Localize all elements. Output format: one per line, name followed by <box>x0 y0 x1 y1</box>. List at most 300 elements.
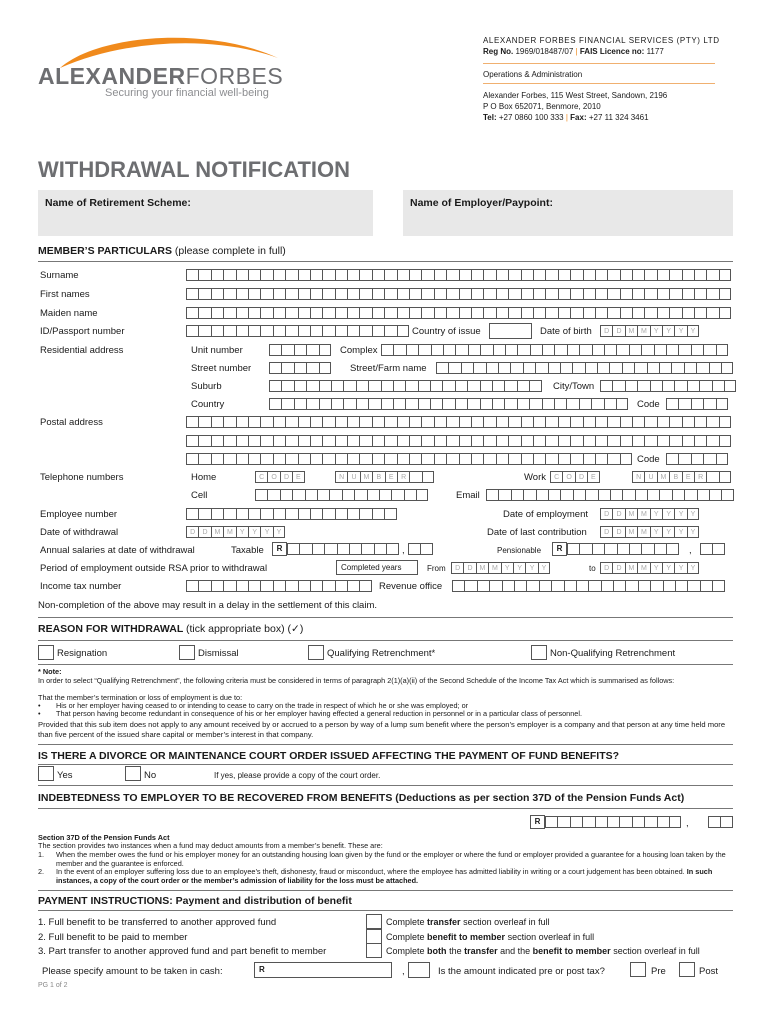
char-cell[interactable] <box>397 307 409 319</box>
char-cell[interactable] <box>595 307 607 319</box>
char-cell[interactable] <box>486 362 498 374</box>
char-cell[interactable] <box>471 288 483 300</box>
char-cell[interactable] <box>381 380 393 392</box>
char-cell[interactable]: O <box>267 471 279 483</box>
char-cell[interactable] <box>678 344 690 356</box>
cell-input[interactable] <box>255 489 428 501</box>
char-cell[interactable] <box>557 816 569 828</box>
char-cell[interactable] <box>384 269 396 281</box>
char-cell[interactable] <box>558 288 570 300</box>
char-cell[interactable] <box>523 489 535 501</box>
char-cell[interactable]: Y <box>525 562 537 574</box>
char-cell[interactable] <box>492 380 504 392</box>
char-cell[interactable] <box>356 380 368 392</box>
char-cell[interactable] <box>554 398 566 410</box>
char-cell[interactable] <box>517 344 529 356</box>
char-cell[interactable] <box>446 435 458 447</box>
char-cell[interactable] <box>452 580 464 592</box>
char-cell[interactable] <box>471 416 483 428</box>
char-cell[interactable]: R <box>397 471 409 483</box>
char-cell[interactable] <box>269 344 281 356</box>
postal-code-input[interactable] <box>666 453 728 465</box>
income-tax-input[interactable] <box>186 580 372 592</box>
char-cell[interactable] <box>459 435 471 447</box>
char-cell[interactable]: Y <box>273 526 285 538</box>
char-cell[interactable] <box>576 580 588 592</box>
char-cell[interactable] <box>492 398 504 410</box>
char-cell[interactable] <box>595 416 607 428</box>
char-cell[interactable] <box>657 288 669 300</box>
char-cell[interactable] <box>409 307 421 319</box>
char-cell[interactable] <box>521 269 533 281</box>
char-cell[interactable] <box>632 435 644 447</box>
char-cell[interactable] <box>607 453 619 465</box>
char-cell[interactable] <box>620 269 632 281</box>
char-cell[interactable] <box>467 398 479 410</box>
char-cell[interactable] <box>620 435 632 447</box>
char-cell[interactable]: U <box>347 471 359 483</box>
char-cell[interactable] <box>285 580 297 592</box>
payment-option-3-checkbox[interactable] <box>366 943 382 958</box>
char-cell[interactable] <box>564 580 576 592</box>
char-cell[interactable] <box>657 307 669 319</box>
char-cell[interactable]: Y <box>650 562 662 574</box>
char-cell[interactable] <box>322 435 334 447</box>
home-number-input[interactable] <box>335 471 434 483</box>
char-cell[interactable]: M <box>637 526 649 538</box>
char-cell[interactable] <box>724 380 736 392</box>
indebtedness-cents-input[interactable] <box>708 816 733 828</box>
char-cell[interactable] <box>397 435 409 447</box>
char-cell[interactable]: Y <box>662 526 674 538</box>
char-cell[interactable] <box>335 269 347 281</box>
char-cell[interactable] <box>600 380 612 392</box>
char-cell[interactable] <box>409 471 421 483</box>
char-cell[interactable] <box>343 398 355 410</box>
char-cell[interactable] <box>662 380 674 392</box>
char-cell[interactable] <box>298 325 310 337</box>
char-cell[interactable] <box>607 288 619 300</box>
char-cell[interactable] <box>595 435 607 447</box>
char-cell[interactable] <box>607 816 619 828</box>
char-cell[interactable] <box>186 453 198 465</box>
char-cell[interactable] <box>687 580 699 592</box>
char-cell[interactable] <box>223 269 235 281</box>
char-cell[interactable] <box>273 508 285 520</box>
char-cell[interactable] <box>186 580 198 592</box>
char-cell[interactable]: D <box>186 526 198 538</box>
char-cell[interactable] <box>248 508 260 520</box>
char-cell[interactable] <box>260 508 272 520</box>
char-cell[interactable] <box>285 416 297 428</box>
char-cell[interactable] <box>545 453 557 465</box>
char-cell[interactable] <box>480 380 492 392</box>
char-cell[interactable] <box>248 307 260 319</box>
cash-amount-input[interactable]: R <box>254 962 392 978</box>
char-cell[interactable]: Y <box>236 526 248 538</box>
char-cell[interactable] <box>409 269 421 281</box>
char-cell[interactable] <box>486 489 498 501</box>
char-cell[interactable]: Y <box>687 325 699 337</box>
char-cell[interactable] <box>434 416 446 428</box>
char-cell[interactable] <box>682 288 694 300</box>
char-cell[interactable] <box>281 398 293 410</box>
indebtedness-amount-input[interactable] <box>545 816 681 828</box>
char-cell[interactable] <box>625 380 637 392</box>
code-input[interactable] <box>666 398 728 410</box>
char-cell[interactable] <box>298 416 310 428</box>
char-cell[interactable] <box>560 489 572 501</box>
char-cell[interactable] <box>694 435 706 447</box>
char-cell[interactable] <box>430 380 442 392</box>
char-cell[interactable]: Y <box>674 526 686 538</box>
char-cell[interactable] <box>716 398 728 410</box>
char-cell[interactable] <box>381 398 393 410</box>
char-cell[interactable] <box>706 416 718 428</box>
char-cell[interactable] <box>343 380 355 392</box>
char-cell[interactable] <box>198 288 210 300</box>
employee-number-input[interactable] <box>186 508 397 520</box>
char-cell[interactable] <box>442 380 454 392</box>
char-cell[interactable] <box>504 398 516 410</box>
char-cell[interactable]: M <box>637 325 649 337</box>
char-cell[interactable] <box>329 489 341 501</box>
char-cell[interactable]: D <box>612 526 624 538</box>
char-cell[interactable] <box>657 269 669 281</box>
char-cell[interactable] <box>405 380 417 392</box>
char-cell[interactable] <box>709 489 721 501</box>
char-cell[interactable]: Y <box>662 325 674 337</box>
char-cell[interactable] <box>455 380 467 392</box>
char-cell[interactable] <box>381 344 393 356</box>
char-cell[interactable] <box>706 435 718 447</box>
char-cell[interactable] <box>310 325 322 337</box>
char-cell[interactable]: M <box>625 508 637 520</box>
char-cell[interactable] <box>616 344 628 356</box>
char-cell[interactable] <box>471 435 483 447</box>
char-cell[interactable] <box>694 416 706 428</box>
char-cell[interactable] <box>572 362 584 374</box>
char-cell[interactable] <box>719 269 731 281</box>
char-cell[interactable]: R <box>694 471 706 483</box>
char-cell[interactable] <box>583 416 595 428</box>
char-cell[interactable] <box>610 489 622 501</box>
char-cell[interactable] <box>612 380 624 392</box>
char-cell[interactable] <box>294 344 306 356</box>
char-cell[interactable] <box>464 580 476 592</box>
char-cell[interactable] <box>285 269 297 281</box>
char-cell[interactable] <box>483 307 495 319</box>
char-cell[interactable] <box>483 288 495 300</box>
char-cell[interactable] <box>298 307 310 319</box>
char-cell[interactable] <box>322 307 334 319</box>
char-cell[interactable] <box>502 580 514 592</box>
char-cell[interactable] <box>306 344 318 356</box>
char-cell[interactable] <box>335 453 347 465</box>
char-cell[interactable]: D <box>575 471 587 483</box>
char-cell[interactable] <box>335 508 347 520</box>
char-cell[interactable] <box>421 307 433 319</box>
char-cell[interactable]: E <box>682 471 694 483</box>
char-cell[interactable] <box>521 435 533 447</box>
cash-cents-input[interactable] <box>408 962 430 978</box>
char-cell[interactable] <box>570 435 582 447</box>
char-cell[interactable] <box>335 288 347 300</box>
char-cell[interactable] <box>294 398 306 410</box>
char-cell[interactable] <box>489 580 501 592</box>
char-cell[interactable] <box>310 435 322 447</box>
char-cell[interactable] <box>285 453 297 465</box>
char-cell[interactable] <box>418 344 430 356</box>
pensionable-amount-input[interactable] <box>567 543 679 555</box>
char-cell[interactable] <box>712 580 724 592</box>
char-cell[interactable] <box>632 307 644 319</box>
char-cell[interactable] <box>211 435 223 447</box>
char-cell[interactable] <box>354 489 366 501</box>
char-cell[interactable] <box>260 453 272 465</box>
char-cell[interactable] <box>529 380 541 392</box>
char-cell[interactable] <box>617 543 629 555</box>
char-cell[interactable] <box>294 362 306 374</box>
char-cell[interactable] <box>529 398 541 410</box>
char-cell[interactable] <box>434 288 446 300</box>
qualifying-retrenchment-checkbox[interactable] <box>308 645 324 660</box>
char-cell[interactable] <box>455 398 467 410</box>
char-cell[interactable] <box>211 508 223 520</box>
char-cell[interactable] <box>273 580 285 592</box>
email-input[interactable] <box>486 489 734 501</box>
char-cell[interactable] <box>678 398 690 410</box>
char-cell[interactable] <box>644 288 656 300</box>
char-cell[interactable] <box>335 435 347 447</box>
char-cell[interactable] <box>654 543 666 555</box>
work-code-input[interactable] <box>550 471 600 483</box>
char-cell[interactable] <box>657 816 669 828</box>
char-cell[interactable] <box>384 453 396 465</box>
char-cell[interactable] <box>248 453 260 465</box>
char-cell[interactable]: Y <box>662 562 674 574</box>
char-cell[interactable] <box>342 489 354 501</box>
char-cell[interactable]: E <box>587 471 599 483</box>
char-cell[interactable]: Y <box>687 526 699 538</box>
char-cell[interactable] <box>347 435 359 447</box>
char-cell[interactable]: E <box>292 471 304 483</box>
post-tax-checkbox[interactable] <box>679 962 695 977</box>
char-cell[interactable] <box>331 398 343 410</box>
char-cell[interactable] <box>446 307 458 319</box>
city-town-input[interactable] <box>600 380 736 392</box>
char-cell[interactable] <box>671 362 683 374</box>
char-cell[interactable]: Y <box>650 325 662 337</box>
char-cell[interactable] <box>292 489 304 501</box>
char-cell[interactable] <box>393 380 405 392</box>
char-cell[interactable] <box>269 362 281 374</box>
char-cell[interactable] <box>647 489 659 501</box>
revenue-office-input[interactable] <box>452 580 725 592</box>
divorce-yes-checkbox[interactable] <box>38 766 54 781</box>
char-cell[interactable] <box>359 453 371 465</box>
street-number-input[interactable] <box>269 362 331 374</box>
char-cell[interactable] <box>459 453 471 465</box>
char-cell[interactable] <box>446 269 458 281</box>
char-cell[interactable] <box>566 398 578 410</box>
char-cell[interactable] <box>703 344 715 356</box>
char-cell[interactable] <box>281 380 293 392</box>
char-cell[interactable] <box>650 580 662 592</box>
char-cell[interactable] <box>647 362 659 374</box>
char-cell[interactable] <box>421 269 433 281</box>
char-cell[interactable] <box>236 580 248 592</box>
char-cell[interactable] <box>644 416 656 428</box>
char-cell[interactable] <box>712 380 724 392</box>
char-cell[interactable] <box>533 453 545 465</box>
char-cell[interactable] <box>480 398 492 410</box>
char-cell[interactable]: Y <box>538 562 550 574</box>
char-cell[interactable] <box>347 508 359 520</box>
char-cell[interactable] <box>317 489 329 501</box>
char-cell[interactable] <box>635 489 647 501</box>
postal-address-line-2[interactable] <box>186 435 731 447</box>
char-cell[interactable] <box>223 325 235 337</box>
char-cell[interactable] <box>560 362 572 374</box>
char-cell[interactable] <box>322 269 334 281</box>
char-cell[interactable] <box>446 288 458 300</box>
char-cell[interactable] <box>372 416 384 428</box>
char-cell[interactable] <box>434 307 446 319</box>
char-cell[interactable] <box>521 288 533 300</box>
char-cell[interactable] <box>397 288 409 300</box>
char-cell[interactable]: O <box>562 471 574 483</box>
char-cell[interactable] <box>223 435 235 447</box>
char-cell[interactable] <box>666 453 678 465</box>
char-cell[interactable] <box>570 288 582 300</box>
char-cell[interactable]: Y <box>687 562 699 574</box>
char-cell[interactable] <box>248 288 260 300</box>
char-cell[interactable] <box>359 416 371 428</box>
char-cell[interactable] <box>545 435 557 447</box>
char-cell[interactable] <box>530 344 542 356</box>
char-cell[interactable] <box>632 269 644 281</box>
char-cell[interactable] <box>703 453 715 465</box>
char-cell[interactable] <box>620 288 632 300</box>
char-cell[interactable] <box>669 816 681 828</box>
char-cell[interactable] <box>687 380 699 392</box>
char-cell[interactable] <box>443 344 455 356</box>
char-cell[interactable] <box>310 288 322 300</box>
char-cell[interactable] <box>280 489 292 501</box>
char-cell[interactable] <box>467 380 479 392</box>
char-cell[interactable] <box>459 307 471 319</box>
char-cell[interactable] <box>471 269 483 281</box>
char-cell[interactable] <box>558 416 570 428</box>
char-cell[interactable] <box>669 288 681 300</box>
char-cell[interactable] <box>359 435 371 447</box>
char-cell[interactable] <box>198 269 210 281</box>
char-cell[interactable] <box>709 362 721 374</box>
char-cell[interactable]: D <box>612 325 624 337</box>
char-cell[interactable]: N <box>632 471 644 483</box>
taxable-cents-input[interactable] <box>408 543 433 555</box>
char-cell[interactable] <box>306 398 318 410</box>
char-cell[interactable]: C <box>550 471 562 483</box>
char-cell[interactable] <box>236 416 248 428</box>
char-cell[interactable]: D <box>280 471 292 483</box>
char-cell[interactable] <box>372 288 384 300</box>
char-cell[interactable] <box>521 416 533 428</box>
char-cell[interactable]: Y <box>650 526 662 538</box>
char-cell[interactable] <box>719 435 731 447</box>
char-cell[interactable] <box>248 269 260 281</box>
char-cell[interactable] <box>393 398 405 410</box>
char-cell[interactable] <box>598 489 610 501</box>
char-cell[interactable]: M <box>625 526 637 538</box>
char-cell[interactable]: U <box>644 471 656 483</box>
char-cell[interactable] <box>644 816 656 828</box>
char-cell[interactable] <box>721 489 733 501</box>
char-cell[interactable] <box>347 453 359 465</box>
char-cell[interactable] <box>367 489 379 501</box>
char-cell[interactable] <box>666 344 678 356</box>
char-cell[interactable] <box>669 269 681 281</box>
char-cell[interactable] <box>223 508 235 520</box>
char-cell[interactable] <box>638 580 650 592</box>
char-cell[interactable] <box>558 269 570 281</box>
char-cell[interactable] <box>508 269 520 281</box>
char-cell[interactable] <box>567 344 579 356</box>
char-cell[interactable] <box>298 288 310 300</box>
char-cell[interactable] <box>236 288 248 300</box>
char-cell[interactable] <box>706 471 718 483</box>
char-cell[interactable] <box>691 453 703 465</box>
char-cell[interactable] <box>335 580 347 592</box>
dismissal-checkbox[interactable] <box>179 645 195 660</box>
char-cell[interactable] <box>223 453 235 465</box>
char-cell[interactable] <box>198 307 210 319</box>
char-cell[interactable] <box>533 269 545 281</box>
char-cell[interactable] <box>641 543 653 555</box>
char-cell[interactable] <box>359 307 371 319</box>
char-cell[interactable] <box>416 489 428 501</box>
char-cell[interactable] <box>570 453 582 465</box>
char-cell[interactable] <box>579 344 591 356</box>
char-cell[interactable] <box>397 453 409 465</box>
char-cell[interactable] <box>504 380 516 392</box>
char-cell[interactable] <box>310 508 322 520</box>
char-cell[interactable] <box>644 269 656 281</box>
char-cell[interactable] <box>468 344 480 356</box>
char-cell[interactable] <box>406 344 418 356</box>
char-cell[interactable] <box>273 325 285 337</box>
char-cell[interactable] <box>442 398 454 410</box>
char-cell[interactable] <box>554 344 566 356</box>
char-cell[interactable] <box>523 362 535 374</box>
char-cell[interactable] <box>539 580 551 592</box>
char-cell[interactable] <box>186 435 198 447</box>
char-cell[interactable] <box>186 325 198 337</box>
char-cell[interactable]: D <box>198 526 210 538</box>
char-cell[interactable] <box>430 398 442 410</box>
char-cell[interactable] <box>641 344 653 356</box>
char-cell[interactable] <box>551 580 563 592</box>
char-cell[interactable] <box>459 269 471 281</box>
char-cell[interactable] <box>294 380 306 392</box>
char-cell[interactable] <box>236 325 248 337</box>
char-cell[interactable] <box>391 489 403 501</box>
char-cell[interactable] <box>694 269 706 281</box>
street-farm-input[interactable] <box>436 362 733 374</box>
date-of-withdrawal-input[interactable] <box>186 526 285 538</box>
char-cell[interactable] <box>446 416 458 428</box>
